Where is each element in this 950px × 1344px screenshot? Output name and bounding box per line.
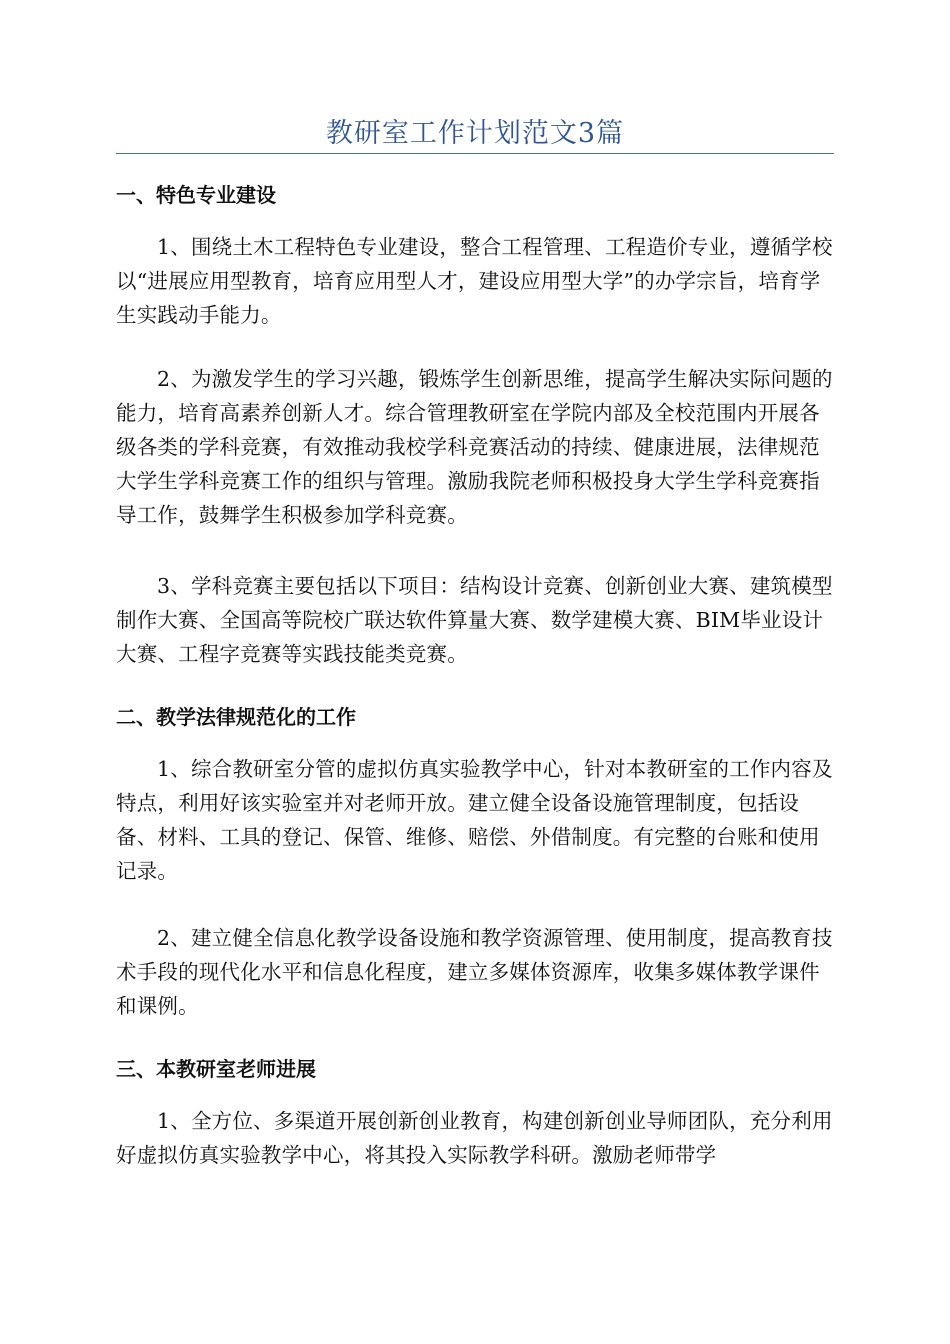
section-1-paragraph-1: 1、围绕土木工程特色专业建设，整合工程管理、工程造价专业，遵循学校以“进展应用型教育，培育应用型人才，建设应用型大学”的办学宗旨，培育学生实践动手能力。: [116, 235, 833, 327]
section-3-paragraph-1: 1、全方位、多渠道开展创新创业教育，构建创新创业导师团队，充分利用好虚拟仿真实验教学中心，将其投入实际教学科研。激励老师带学: [116, 1109, 833, 1167]
document-title: 教研室工作计划范文3篇: [325, 118, 625, 149]
section-2-paragraph-1: 1、综合教研室分管的虚拟仿真实验教学中心，针对本教研室的工作内容及特点，利用好该实验室并对老师开放。建立健全设备设施管理制度，包括设备、材料、工具的登记、保管、维修、赔偿、外借制度。有完整的台账和使用记录。: [116, 757, 833, 883]
section-1-paragraph-3: 3、学科竞赛主要包括以下项目：结构设计竞赛、创新创业大赛、建筑模型制作大赛、全国高等院校广联达软件算量大赛、数学建模大赛、BIM毕业设计大赛、工程字竞赛等实践技能类竞赛。: [116, 574, 833, 666]
title-underline: [116, 153, 834, 154]
section-1-paragraph-2: 2、为激发学生的学习兴趣，锻炼学生创新思维，提高学生解决实际问题的能力，培育高素养创新人才。综合管理教研室在学院内部及全校范围内开展各级各类的学科竞赛，有效推动我校学科竞赛活动的持续、健康进展，法律规范大学生学科竞赛工作的组织与管理。激励我院老师积极投身大学生学科竞赛指导工作，鼓舞学生积极参加学科竞赛。: [116, 367, 833, 527]
section-heading-2: 二、教学法律规范化的工作: [116, 705, 356, 729]
section-heading-1: 一、特色专业建设: [116, 183, 276, 207]
section-heading-3: 三、本教研室老师进展: [116, 1057, 316, 1081]
section-2-paragraph-2: 2、建立健全信息化教学设备设施和教学资源管理、使用制度，提高教育技术手段的现代化水平和信息化程度，建立多媒体资源库，收集多媒体教学课件和课例。: [116, 926, 833, 1018]
